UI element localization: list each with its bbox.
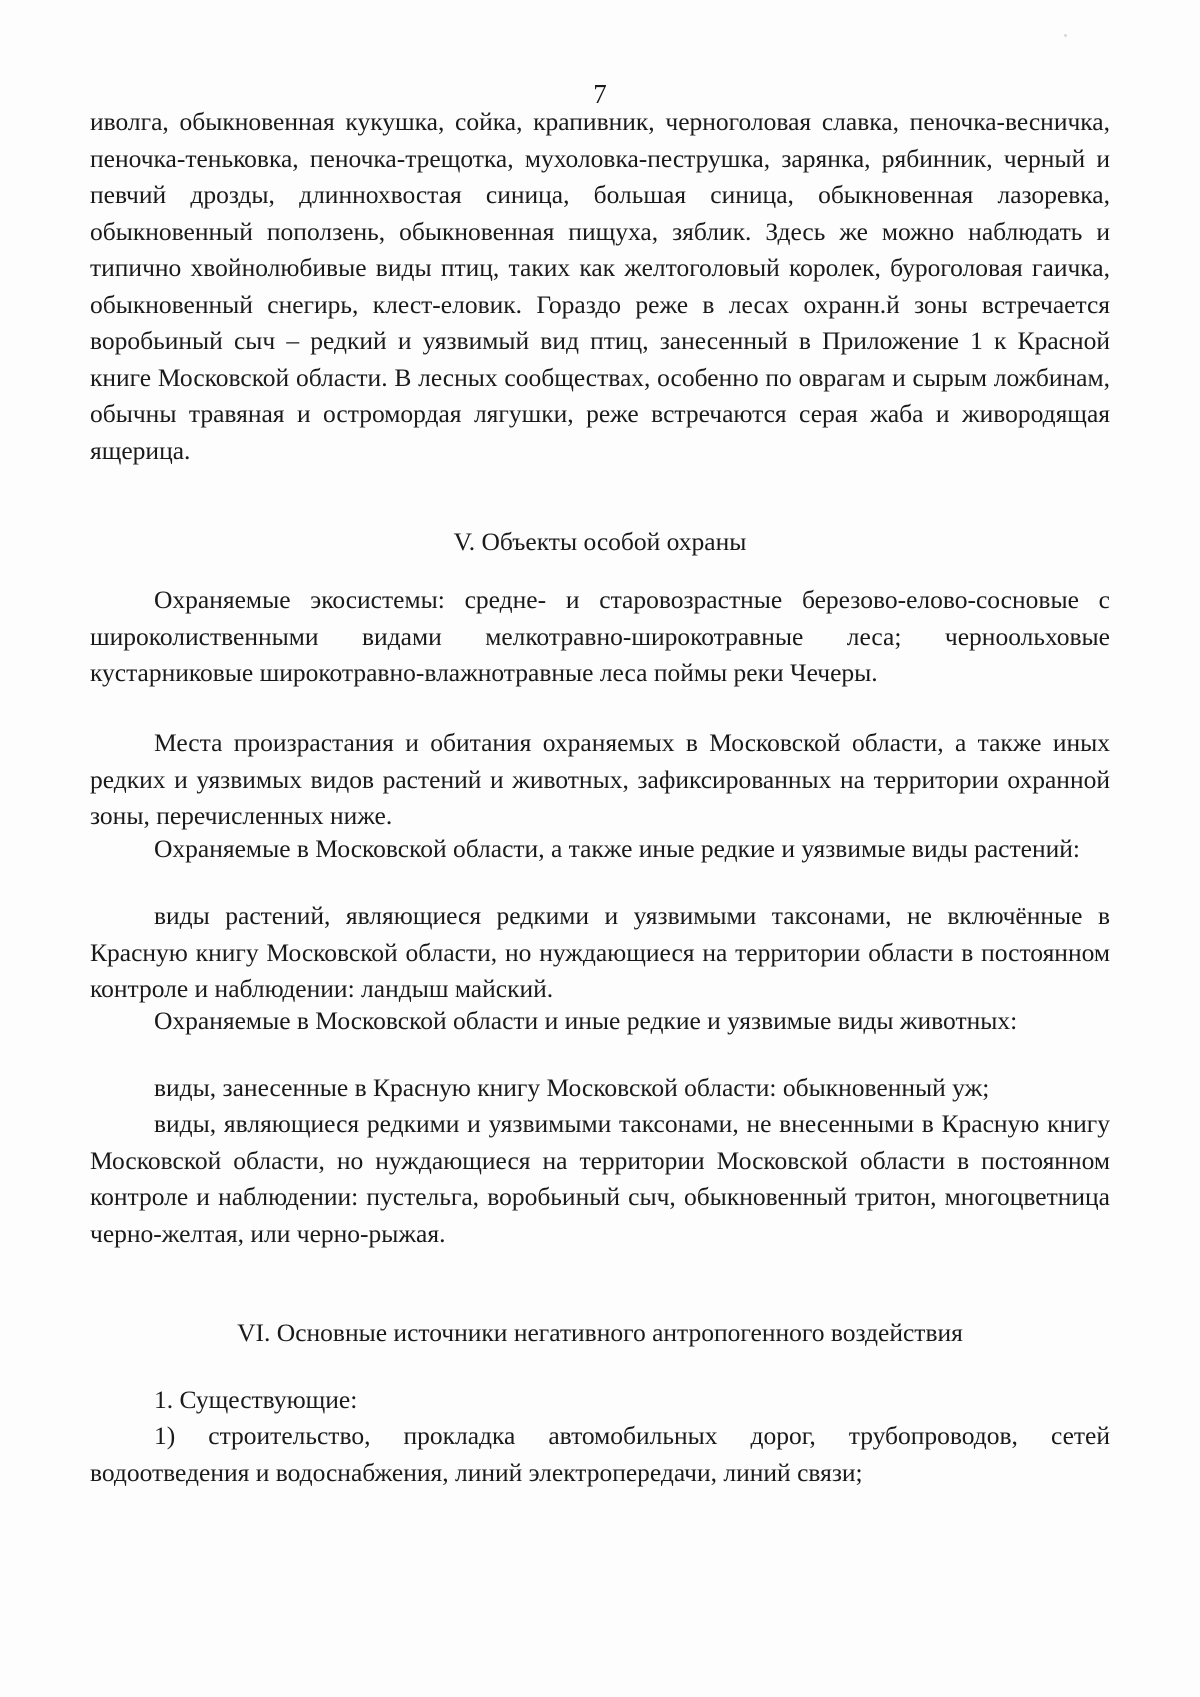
section-v-paragraph-plants-intro: Охраняемые в Московской области, а также иные редкие и уязвимые виды растений:: [154, 834, 1080, 863]
section-v-paragraph-red-book-animals: виды, занесенные в Красную книгу Московской области: обыкновенный уж;: [154, 1073, 990, 1102]
section-vi-heading: VI. Основные источники негативного антропогенного воздействия: [237, 1318, 963, 1347]
scan-speck: [1064, 34, 1067, 37]
section-vi-item-1: 1) строительство, прокладка автомобильных дорог, трубопроводов, сетей водоотведения и водоснабжения, линий электропередачи, линий связи;: [90, 1421, 1110, 1487]
section-v-paragraph-rare-animals: виды, являющиеся редкими и уязвимыми таксонами, не внесенными в Красную книгу Московской области, но нуждающиеся на территории Московской области в постоянном контроле и наблюдении: пустельга, воробьиный сыч, обыкновенный тритон, многоцветница черно-желтая, или черно-рыжая.: [90, 1109, 1110, 1248]
section-v-paragraph-ecosystems: Охраняемые экосистемы: средне- и старовозрастные березово-елово-сосновые с широколиственными видами мелкотравно-широкотравные леса; черноольховые кустарниковые широкотравно-влажнотравные леса поймы реки Чечеры.: [90, 585, 1110, 687]
section-v-paragraph-habitats: Места произрастания и обитания охраняемых в Московской области, а также иных редких и уязвимых видов растений и животных, зафиксированных на территории охранной зоны, перечисленных ниже.: [90, 728, 1110, 830]
section-vi-subheading: 1. Существующие:: [154, 1385, 358, 1414]
section-v-paragraph-animals-intro: Охраняемые в Московской области и иные редкие и уязвимые виды животных:: [154, 1006, 1018, 1035]
page-number: 7: [593, 79, 607, 109]
intro-paragraph: иволга, обыкновенная кукушка, сойка, крапивник, черноголовая славка, пеночка-весничка, пеночка-теньковка, пеночка-трещотка, мухоловка-пеструшка, зарянка, рябинник, черный и певчий дрозды, длиннохвостая синица, большая синица, обыкновенная лазоревка, обыкновенный поползень, обыкновенная пищуха, зяблик. Здесь же можно наблюдать и типично хвойнолюбивые виды птиц, таких как желтоголовый королек, буроголовая гаичка, обыкновенный снегирь, клест-еловик. Гораздо реже в лесах охранн.й зоны встречается воробьиный сыч – редкий и уязвимый вид птиц, занесенный в Приложение 1 к Красной книге Московской области. В лесных сообществах, особенно по оврагам и сырым ложбинам, обычны травяная и остромордая лягушки, реже встречаются серая жаба и живородящая ящерица.: [90, 107, 1110, 465]
section-v-paragraph-plants-list: виды растений, являющиеся редкими и уязвимыми таксонами, не включённые в Красную книгу Московской области, но нуждающиеся на территории области в постоянном контроле и наблюдении: ландыш майский.: [90, 901, 1110, 1003]
section-v-heading: V. Объекты особой охраны: [453, 527, 747, 556]
